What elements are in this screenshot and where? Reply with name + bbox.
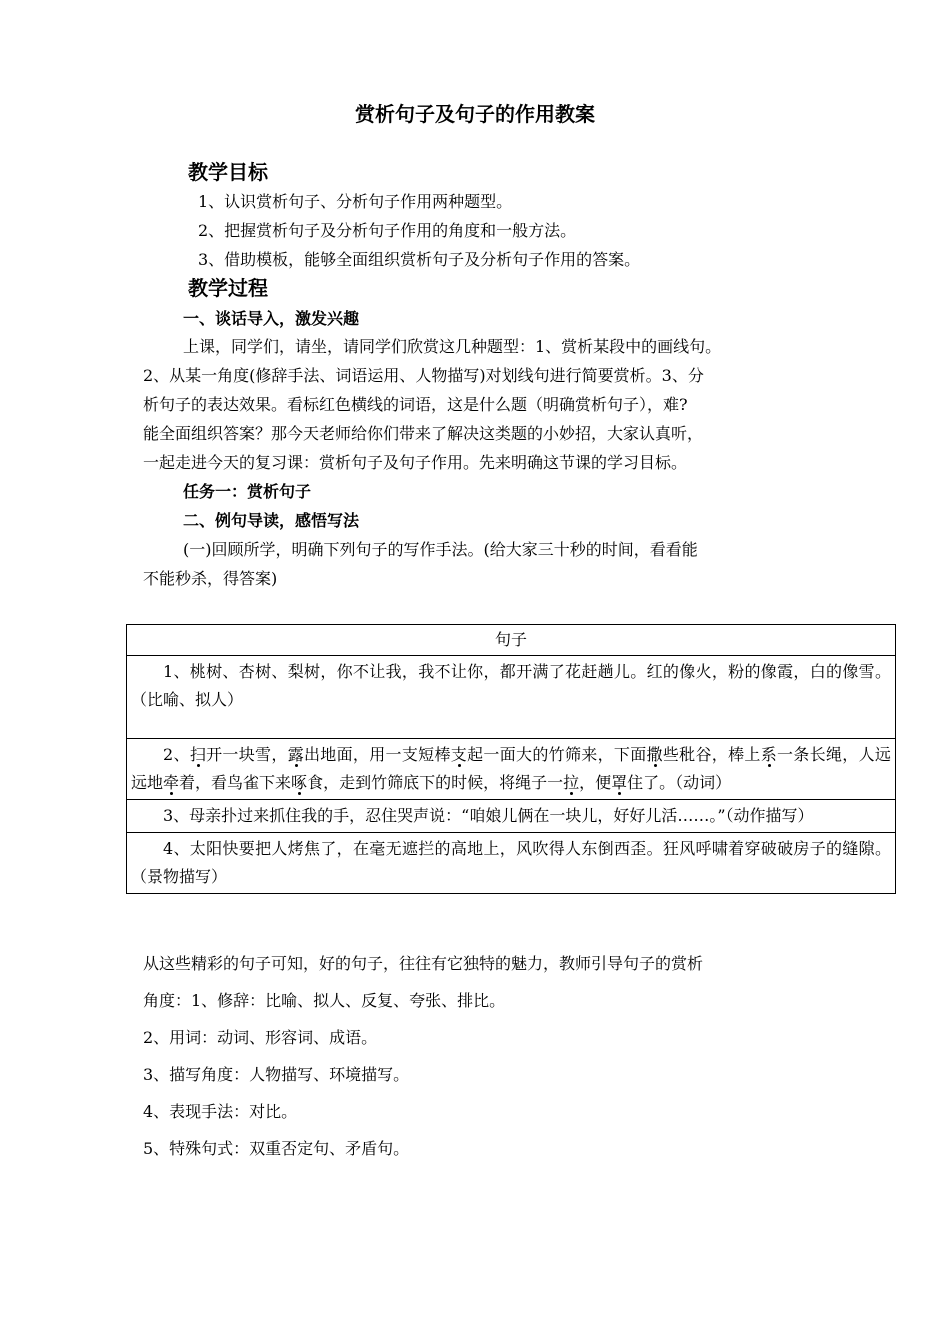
intro-line: 一起走进今天的复习课：赏析句子及句子作用。先来明确这节课的学习目标。 <box>143 453 688 472</box>
task1-heading: 任务一：赏析句子 <box>183 482 312 501</box>
conclusion-line: 从这些精彩的句子可知，好的句子，往往有它独特的魅力，教师引导句子的赏析 <box>143 954 704 973</box>
conclusion-line: 角度：1、修辞：比喻、拟人、反复、夸张、排比。 <box>143 991 506 1010</box>
step2-heading: 二、例句导读，感悟写法 <box>183 511 360 530</box>
objective-item: 2、把握赏析句子及分析句子作用的角度和一般方法。 <box>198 221 577 240</box>
intro-line: 能全面组织答案？那今天老师给你们带来了解决这类题的小妙招，大家认真听， <box>143 424 704 443</box>
sentence-table <box>126 624 896 894</box>
document-title: 赏析句子及句子的作用教案 <box>355 102 595 126</box>
emphasis-verb: 啄 <box>291 773 308 792</box>
conclusion-line: 2、用词：动词、形容词、成语。 <box>143 1028 378 1047</box>
row2-text: 食，走到竹筛底下的时候，将绳子一 <box>307 773 564 792</box>
row2-text: 住了。（动词） <box>627 773 732 792</box>
emphasis-verb: 系 <box>760 745 778 764</box>
intro-line: 2、从某一角度(修辞手法、词语运用、人物描写)对划线句进行简要赏析。3、分 <box>143 366 704 385</box>
emphasis-verb: 拉 <box>563 773 580 792</box>
conclusion-line: 4、表现手法：对比。 <box>143 1102 298 1121</box>
review-line: 不能秒杀，得答案) <box>143 569 278 588</box>
emphasis-verb: 露 <box>287 745 304 764</box>
row2-text: ，便 <box>579 773 612 792</box>
objectives-heading: 教学目标 <box>188 160 268 184</box>
row2-text: 一条长绳，人远远地 <box>131 745 891 792</box>
row2-text: 些秕谷，棒上 <box>662 745 761 764</box>
sentence-row-4: 4、太阳快要把人烤焦了，在毫无遮拦的高地上，风吹得人东倒西歪。狂风呼啸着穿破破房子的缝隙。（景物描写） <box>127 833 896 894</box>
emphasis-verb: 支 <box>450 745 468 764</box>
row2-text: 出地面，用一支短棒 <box>304 745 451 764</box>
emphasis-verb: 牵 <box>163 773 180 792</box>
intro-line: 上课，同学们，请坐，请同学们欣赏这几种题型：1、赏析某段中的画线句。 <box>183 337 722 356</box>
row2-text: 2、 <box>163 745 190 764</box>
step1-heading: 一、谈话导入，激发兴趣 <box>183 309 360 328</box>
emphasis-verb: 罩 <box>611 773 628 792</box>
row2-text: 着，看鸟雀下来 <box>179 773 292 792</box>
sentence-row-3: 3、母亲扑过来抓住我的手，忍住哭声说：“咱娘儿俩在一块儿，好好儿活……。”（动作描写） <box>127 800 896 833</box>
sentence-row-1: 1、桃树、杏树、梨树，你不让我，我不让你，都开满了花赶趟儿。红的像火，粉的像霞，白的像雪。（比喻、拟人） <box>127 656 896 739</box>
review-line: (一)回顾所学，明确下列句子的写作手法。(给大家三十秒的时间，看看能 <box>183 540 698 559</box>
conclusion-line: 5、特殊句式：双重否定句、矛盾句。 <box>143 1139 410 1158</box>
conclusion-line: 3、描写角度：人物描写、环境描写。 <box>143 1065 410 1084</box>
objective-item: 3、借助模板，能够全面组织赏析句子及分析句子作用的答案。 <box>198 250 641 269</box>
row2-text: 开一块雪， <box>206 745 288 764</box>
table-header: 句子 <box>127 625 896 656</box>
process-heading: 教学过程 <box>188 276 268 300</box>
row2-text: 起一面大的竹筛来，下面 <box>467 745 647 764</box>
emphasis-verb: 撒 <box>646 745 663 764</box>
objective-item: 1、认识赏析句子、分析句子作用两种题型。 <box>198 192 513 211</box>
sentence-row-2 <box>127 739 896 800</box>
emphasis-verb: 扫 <box>189 745 207 764</box>
intro-line: 析句子的表达效果。看标红色横线的词语，这是什么题（明确赏析句子），难? <box>143 395 688 414</box>
